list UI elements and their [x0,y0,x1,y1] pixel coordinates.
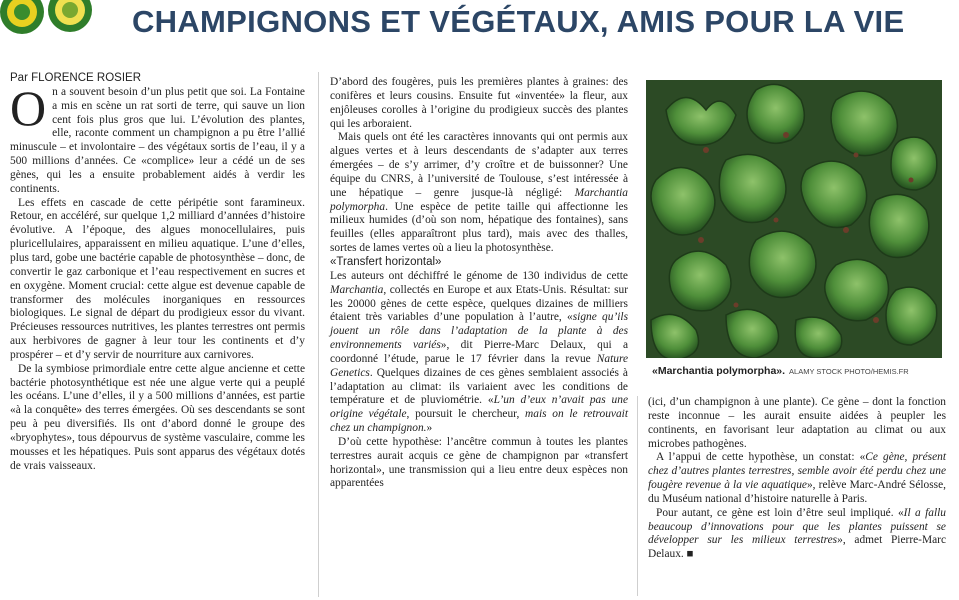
column-divider [318,72,319,597]
paragraph: Pour autant, ce gène est loin d’être seul impliqué. «Il a fallu beaucoup d’innovations pour que les plantes puissent se développer sur les milieux terrestres», admet Pierre-Marc Delaux. ■ [648,506,946,561]
photo-credit: ALAMY STOCK PHOTO/HEMIS.FR [789,367,909,376]
marchantia-photo [646,80,942,358]
article-column-3 [648,396,946,562]
paragraph: A l’appui de cette hypothèse, un constat: «Ce gène, présent chez d’autres plantes terrestres, semble avoir été perdu chez une fougère revenue à la vie aquatique», relève Marc-André Sélosse, du Muséum national d’histoire naturelle à Paris. [648,451,947,505]
paragraph: Les effets en cascade de cette péripétie sont faramineux. Retour, en accéléré, sur quelque 1,2 milliard d’années d’histoire évolutive. A l’époque, des algues monocellulaires, puis pluricellulaires, apparaissent en milieu aquatique. L’une d’elles, plus tard, gobe une bactérie capable de photosynthèse – donc, de convertir le gaz carbonique et l’eau respectivement en sucres et en oxygène. Moment crucial: cette algue est devenue capable de transformer des molécules inorganiques en ressources biologiques. Le signal de départ du prodigieux essor du vivant. Précieuses ressources nutritives, les plantes terrestres ont permis aux herbivores de gagner à leur tour les continents et d’y prospérer – et d’y servir de nourriture aux carnivores. [10,196,305,361]
byline: Par FLORENCE ROSIER [10,72,141,84]
paragraph: (ici, d’un champignon à une plante). Ce gène – dont la fonction reste inconnue – les aurait ensuite aidées à peupler les continents, en favorisant leur adaptation au climat ou aux microbes pathogènes. [648,396,946,450]
article-column-1 [10,72,305,473]
paragraph: On a souvent besoin d’un plus petit que soi. La Fontaine a mis en scène un rat sorti de terre, qui sauve un lion cent fois plus gros que lui. L’évolution des plantes, elle, raconte comment un champignon a pu être l’allié minuscule – et involontaire – des végétaux sortis de l’eau, il y a 500 millions d’années. Ce «complice» leur a cédé un de ses gènes, qui les a ensuite probablement aidés à verdir les continents. [10,79,305,195]
section-subhead: «Transfert horizontal» [330,255,442,268]
paragraph: D’abord des fougères, puis les premières plantes à graines: des conifères et leurs cousins. Ensuite fut «inventée» la fleur, aux enjôleuses corolles à l’origine du prodigieux succès des plantes qui les arboraient. [330,76,628,130]
caption-species: «Marchantia polymorpha». [652,365,786,377]
paragraph: D’où cette hypothèse: l’ancêtre commun à toutes les plantes terrestres aurait acquis ce gène de champignon par «transfert horizontal», une transmission qui a lieu entre deux espèces non apparentées [330,435,628,490]
drop-cap: O [10,79,47,136]
photo-caption [652,365,952,377]
paragraph: De la symbiose primordiale entre cette algue ancienne et cette bactérie photosynthétique est née une algue verte qui a peuplé les océans. L’une d’elles, il y a 500 millions d’années, est partie «à la conquête» des terres émergées. Où ses descendants se sont peu à peu diversifiés. Ils ont d’abord donné le groupe des «bryophytes», tous dépourvus de système vasculaire, comme les mousses et les hépatiques. Puis sont apparus des végétaux dotés de vrais vaisseaux. [10,362,305,472]
page-title: CHAMPIGNONS ET VÉGÉTAUX, AMIS POUR LA VIE [132,4,905,39]
section-logo [0,0,100,42]
paragraph: Mais quels ont été les caractères innovants qui ont permis aux algues vertes et à leurs descendants de s’adapter aux terres émergées – de s’y arrimer, d’y croître et de buissonner? Une équipe du CNRS, à l’université de Toulouse, s’est intéressée à une hépatique – genre jusque-là négligé: Marchantia polymorpha. Une espèce de petite taille qui affectionne les milieux humides (d’où son nom, hépatique des fontaines), sans feuilles (elles apparaîtront plus tard), mais avec des thalles, sortes de lames vertes où a lieu la photosynthèse. [330,131,628,255]
article-column-2 [330,76,628,491]
column-divider [637,396,638,596]
paragraph: Les auteurs ont déchiffré le génome de 130 individus de cette Marchantia, collectés en Europe et aux Etats-Unis. Résultat: sur les 20000 gènes de cette espèce, quelques dizaines de milliers étaient très variables d’une population à l’autre, «signe qu’ils jouent un rôle dans l’adaptation de la plante à des environnements variés», dit Pierre-Marc Delaux, qui a coordonné l’étude, parue le 17 février dans la revue Nature Genetics. Quelques dizaines de ces gènes semblaient associés à l’adaptation au climat: ils variaient avec les conditions de température et de pluviométrie. «L’un d’eux n’avait pas une origine végétale, poursuit le chercheur, mais on le retrouvait chez un champignon.» [330,269,629,435]
